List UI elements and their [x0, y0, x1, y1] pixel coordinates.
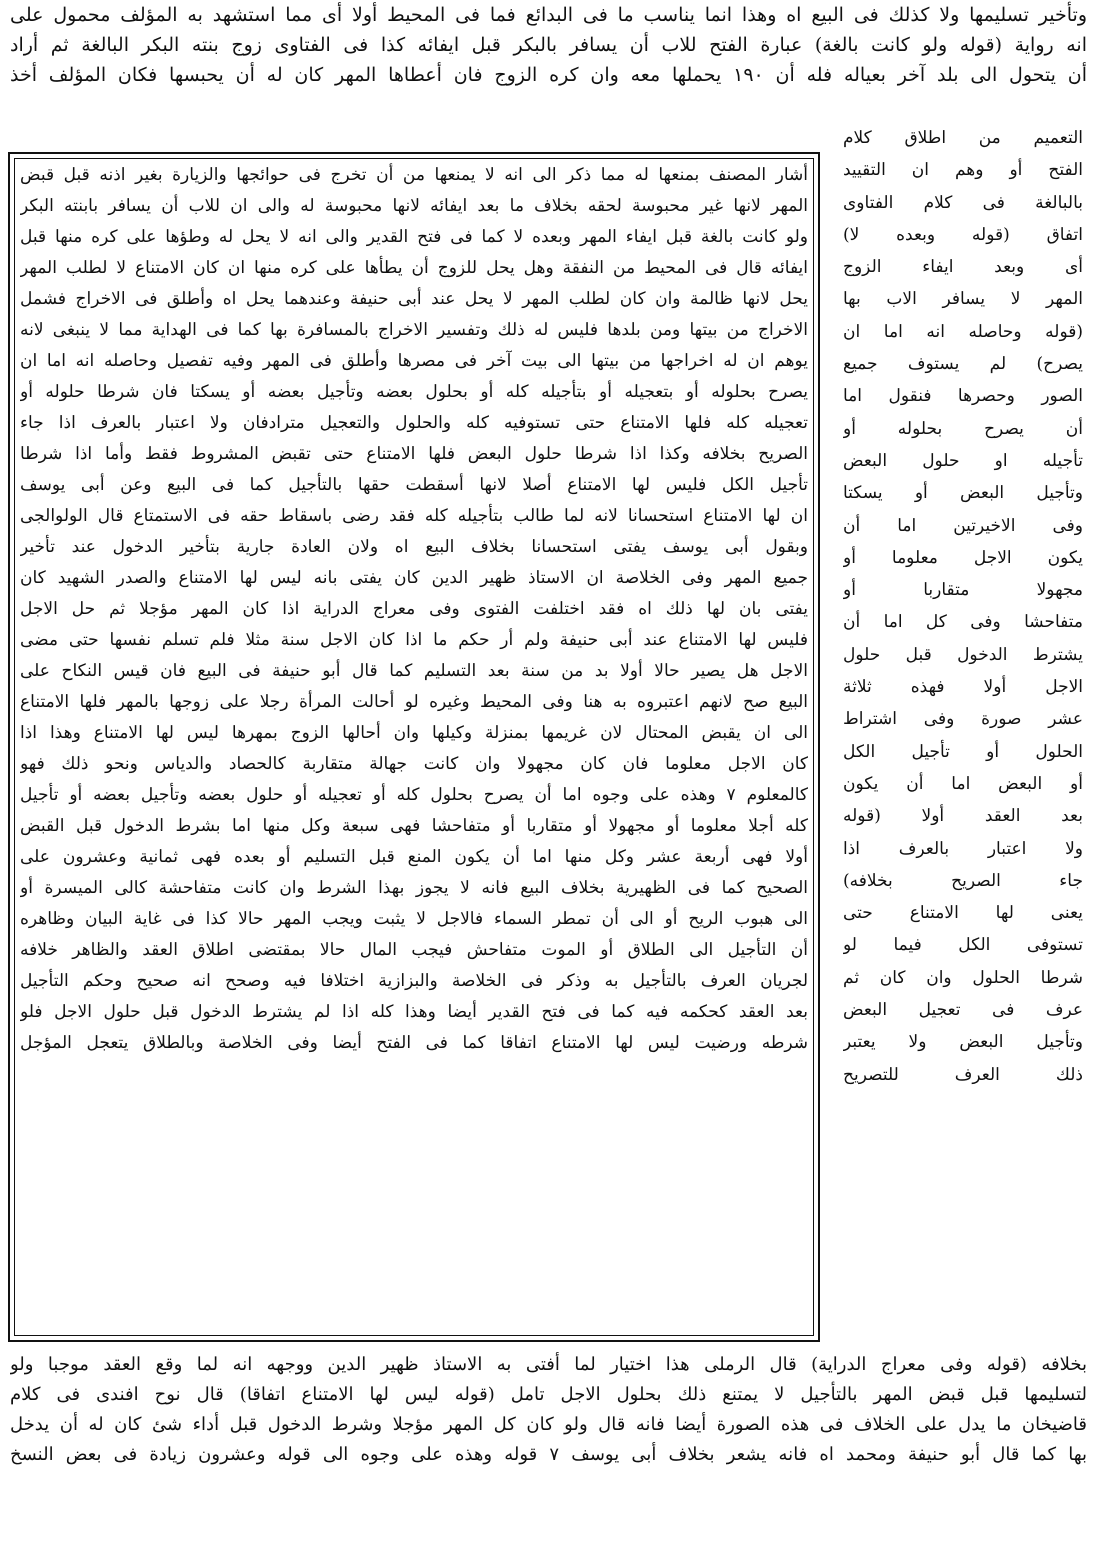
side-gloss-line: تستوفى الكل فيما لو: [843, 935, 1083, 956]
main-text-line: لجريان العرف بالتأجيل به وذكر فى الخلاصة والبزازية اختلافا فيه وصحح انه صحيح وحكم التأجيل: [20, 971, 808, 991]
main-text-line: تعجيله كله فلها الامتناع حتى تستوفيه كله والحلول والتعجيل مترادفان ولا اعتبار بالعرف اذا جاء: [20, 413, 808, 433]
side-gloss-line: يكون الاجل معلوما أو: [843, 547, 1083, 568]
main-text-body: [20, 160, 808, 1059]
bottom-gloss-line: لتسليمها قبل قبض المهر بالتأجيل لا يمتنع ذلك بحلول الاجل تامل (قوله ليس لها الامتناع اتفاقا) قال نوح افندى فى كلام: [10, 1384, 1087, 1405]
main-text-line: يحل لانها ظالمة وان كان لطلب المهر لا يحل عند أبى حنيفة وعندهما يحل اه وأطلق فى الاخراج فشمل: [20, 289, 808, 309]
main-text-line: الاجل هل يصير حالا أولا بد من سنة بعد التسليم كما قال أبو حنيفة فى البيع فان قيس النكاح على: [20, 661, 808, 681]
side-gloss-line: أن يصرح بحلوله أو: [843, 418, 1083, 439]
side-gloss-line: شرطا الحلول وان كان ثم: [843, 967, 1083, 988]
bottom-gloss-line: قاضيخان ما يدل على الخلاف فى هذه الصورة أيضا فانه قال ولو كان كل المهر مؤجلا وشرط الدخول قبل أداء شئ كان له أن يدخل: [10, 1414, 1087, 1435]
main-text-line: أشار المصنف بمنعها له مما ذكر الى انه لا يمنعها من أن تخرج فى حوائجها والزيارة بغير اذنه قبل قبض: [20, 165, 808, 185]
top-gloss-line: انه رواية (قوله ولو كانت بالغة) عبارة الفتح للاب أن يسافر بالبكر قبل ايفائه كذا فى الفتاوى زوج بنته البكر البالغة ثم أراد: [10, 34, 1087, 56]
main-text-line: يفتى بان لها ذلك اه فقد اختلفت الفتوى وفى معراج الدراية اذا كان المهر مؤجلا ثم حل الاجل: [20, 599, 808, 619]
side-margin-gloss: [843, 122, 1083, 1091]
side-gloss-line: يشترط الدخول قبل حلول: [843, 644, 1083, 665]
main-text-line: ان لها الامتناع استحسانا لانه لما طالب بتأجيله كله فقد رضى باسقاط حقه فى الاستمتاع قال الولوالجى: [20, 506, 808, 526]
side-gloss-line: ذلك العرف للتصريح: [843, 1064, 1083, 1085]
top-margin-gloss: [10, 0, 1087, 90]
side-gloss-line: يعنى لها الامتناع حتى: [843, 903, 1083, 924]
main-text-line: أن التأجيل الى الطلاق أو الموت متفاحش فيجب المال حالا بمقتضى اطلاق العقد والظاهر خلافه: [20, 940, 808, 960]
bottom-gloss-line: بها كما قال أبو حنيفة ومحمد اه فانه يشعر بخلاف أبى يوسف ٧ قوله وهذه على وجوه الى قوله وعشرون زيادة فى بعض النسخ: [10, 1444, 1087, 1465]
main-text-line: بعد العقد كحكمه فيه كما فى فتح القدير أيضا وهذا كله اذا لم يشترط الدخول قبل حلول الاجل فلو: [20, 1002, 808, 1022]
main-text-line: الى هبوب الريح أو الى أن تمطر السماء فالاجل لا يثبت ويجب المهر حالا كذا فى غاية البيان وظاهره: [20, 909, 808, 929]
side-gloss-line: اتفاق (قوله وبعده لا): [843, 224, 1083, 245]
side-gloss-line: وتأجيل البعض أو يسكتا: [843, 483, 1083, 504]
main-text-line: البيع صح لانهم اعتبروه به هنا وفى المحيط وغيره لو أحالت المرأة رجلا على زوجها بالمهر فلها الامتناع: [20, 692, 808, 712]
main-text-line: جميع المهر وفى الخلاصة ان الاستاذ ظهير الدين كان يفتى بانه ليس لها الامتناع والصدر الشهيد كان: [20, 568, 808, 588]
main-text-frame: [8, 152, 820, 1342]
main-text-line: يصرح بحلوله أو بتعجيله أو بتأجيله كله أو بحلول بعضه وتأجيل بعضه أو يسكتا فان شرطا حلوله أو: [20, 382, 808, 402]
main-text-line: المهر لانها غير محبوسة لحقه بخلاف ما بعد ايفائه لانها محبوسة له والى ان للاب أن يسافر بابنته البكر: [20, 196, 808, 216]
bottom-margin-gloss: [10, 1350, 1087, 1470]
side-gloss-line: تأجيله او حلول البعض: [843, 450, 1083, 471]
main-text-line: وبقول أبى يوسف يفتى استحسانا بخلاف البيع اه ولان العادة جارية بتأخير الدخول عند تأخير: [20, 537, 808, 557]
top-gloss-line: وتأخير تسليمها ولا كذلك فى البيع اه وهذا انما يناسب ما فى البدائع فما فى المحيط أولا أى مما استشهد به المؤلف محمول على: [10, 4, 1087, 26]
side-gloss-line: ولا اعتبار بالعرف اذا: [843, 838, 1083, 859]
main-text-line: الاخراج من بيتها ومن بلدها فليس له ذلك وتفسير الاخراج بالمسافرة بها كما فى الهداية مما لا ينبغى لانه: [20, 320, 808, 340]
main-text-line: كله أجلا معلوما أو مجهولا أو متقاربا أو متفاحشا فهى سبعة وكل منها اما بشرط الدخول قبل القبض: [20, 816, 808, 836]
side-gloss-line: وتأجيل البعض ولا يعتبر: [843, 1032, 1083, 1053]
side-gloss-line: بالبالغة فى كلام الفتاوى: [843, 192, 1083, 213]
side-gloss-line: عرف فى تعجيل البعض: [843, 1000, 1083, 1021]
main-text-line: ايفائه قال فى المحيط من النفقة وهل يحل للزوج أن يطأها على كره منها ان كان الامتناع لا لطلب المهر: [20, 258, 808, 278]
main-text-line: يوهم ان له اخراجها من بيتها الى بيت آخر فى مصرها وأطلق فى المهر وفيه تفصيل وحاصله انه اما ان: [20, 351, 808, 371]
main-text-line: الصحيح كما فى الظهيرية بخلاف البيع فانه لا يجوز بهذا الشرط وان كانت متفاحشة كالى الميسرة أو: [20, 878, 808, 898]
main-text-line: فليس لها الامتناع عند أبى حنيفة ولم أر حكم ما اذا كان الاجل سنة مثلا فلم تسلم نفسها حتى مضى: [20, 630, 808, 650]
main-text-line: تأجيل الكل فليس لها الامتناع أصلا لانها أسقطت حقها بالتأجيل كما فى البيع وعن أبى يوسف: [20, 475, 808, 495]
side-gloss-line: جاء الصريح بخلافه): [843, 870, 1083, 891]
side-gloss-line: وفى الاخيرتين اما أن: [843, 515, 1083, 536]
side-gloss-line: التعميم من اطلاق كلام: [843, 128, 1083, 148]
main-text-line: أولا فهى أربعة عشر وكل منها اما أن يكون المنع قبل التسليم أو بعده فهى ثمانية وعشرون على: [20, 847, 808, 867]
top-gloss-line-with-page-number: أن يتحول الى بلد آخر بعياله فله أن ١٩٠ يحملها معه وان كره الزوج فان أعطاها المهر كان له أن يحبسها فكان المؤلف أخذ: [10, 64, 1087, 86]
side-gloss-line: يصرح) لم يستوف جميع: [843, 354, 1083, 375]
side-gloss-line: بعد العقد أولا (قوله: [843, 806, 1083, 827]
side-gloss-line: المهر لا يسافر الاب بها: [843, 289, 1083, 310]
main-text-line: شرطه ورضيت ليس لها الامتناع اتفاقا كما فى الفتح أيضا وفى الخلاصة وبالطلاق يتعجل المؤجل: [20, 1033, 808, 1053]
side-gloss-line: عشر صورة وفى اشتراط: [843, 709, 1083, 730]
main-text-line: كالمعلوم ٧ وهذه على وجوه اما أن يصرح بحلول كله أو تعجيله أو حلول بعضه وتأجيل بعضه أو تأجيل: [20, 785, 808, 805]
side-gloss-line: الاجل أولا فهذه ثلاثة: [843, 677, 1083, 698]
side-gloss-line: الصور وحصرها فنقول اما: [843, 386, 1083, 407]
side-gloss-line: الفتح أو وهم ان التقييد: [843, 160, 1083, 181]
side-gloss-line: متفاحشا وفى كل اما أن: [843, 612, 1083, 633]
side-gloss-line: أى وبعد ايفاء الزوج: [843, 257, 1083, 278]
main-text-line: الصريح بخلافه وكذا اذا شرطا حلول البعض فلها الامتناع حتى تقبض المشروط فقط وأما اذا شرطا: [20, 444, 808, 464]
bottom-gloss-line: بخلافه (قوله وفى معراج الدراية) قال الرملى هذا اختيار لما أفتى به الاستاذ ظهير الدين ووجهه انه لما وقع العقد موجبا ولو: [10, 1354, 1087, 1375]
side-gloss-line: مجهولا متقاربا أو: [843, 580, 1083, 601]
main-text-line: الى ان يقبض المحتال لان غريمها بمنزلة وكيلها وان أحالها الزوج بمهرها ليس لها الامتناع وهذا اذا: [20, 723, 808, 743]
side-gloss-line: أو البعض اما أن يكون: [843, 773, 1083, 794]
main-text-line: ولو كانت بالغة قبل ايفاء المهر وبعده لا كما فى فتح القدير والى انه لا يحل له وطؤها على كره منها قبل: [20, 227, 808, 247]
main-text-line: كان الاجل معلوما فان كان مجهولا وان كانت جهالة متقاربة كالحصاد والدياس ونحو ذلك فهو: [20, 754, 808, 774]
side-gloss-line: الحلول أو تأجيل الكل: [843, 741, 1083, 762]
side-gloss-line: (قوله وحاصله انه اما ان: [843, 321, 1083, 342]
